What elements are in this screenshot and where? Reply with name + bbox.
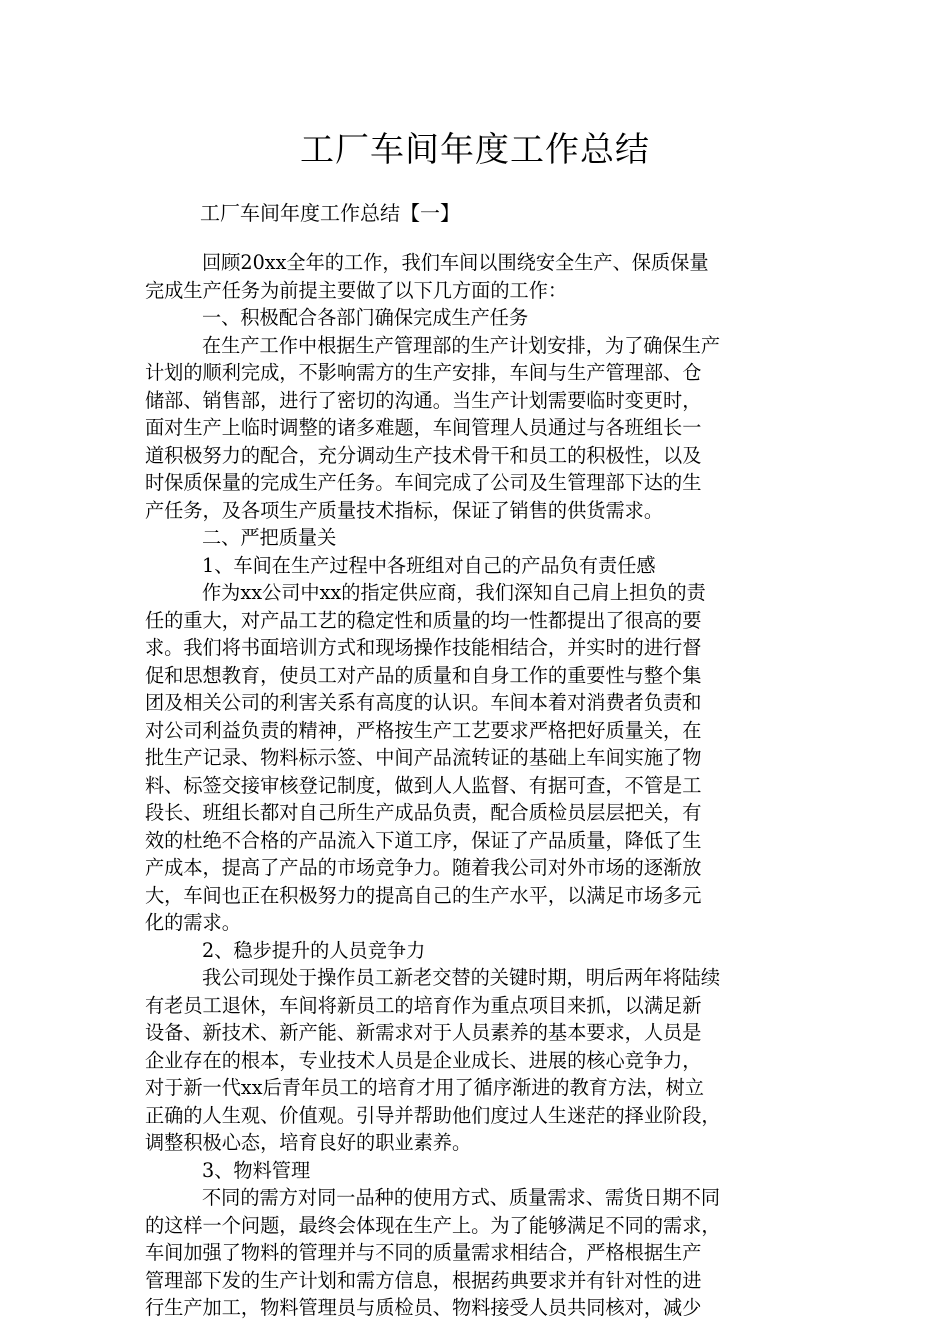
- document-body: [145, 249, 805, 1322]
- text-line: 产任务，及各项生产质量技术指标，保证了销售的供货需求。: [145, 498, 664, 522]
- text-line: 设备、新技术、新产能、新需求对于人员素养的基本要求，人员是: [145, 1021, 702, 1044]
- text-line: 正确的人生观、价值观。引导并帮助他们度过人生迷茫的择业阶段，: [145, 1103, 721, 1127]
- text-line: 完成生产任务为前提主要做了以下几方面的工作：: [145, 278, 568, 302]
- text-line: 企业存在的根本，专业技术人员是企业成长、进展的核心竞争力，: [145, 1048, 702, 1072]
- text-line: 对于新一代xx后青年员工的培育才用了循序渐进的教育方法，树立: [145, 1076, 704, 1099]
- text-line: 储部、销售部，进行了密切的沟通。当生产计划需要临时变更时，: [145, 388, 702, 412]
- text-line: 效的杜绝不合格的产品流入下道工序，保证了产品质量，降低了生: [145, 828, 702, 852]
- text-line: 产成本，提高了产品的市场竞争力。随着我公司对外市场的逐渐放: [145, 856, 702, 879]
- text-line: 化的需求。: [145, 911, 241, 934]
- text-line: 任的重大，对产品工艺的稳定性和质量的均一性都提出了很高的要: [145, 608, 702, 632]
- text-line: 调整积极心态，培育良好的职业素养。: [145, 1131, 472, 1154]
- text-line: 车间加强了物料的管理并与不同的质量需求相结合，严格根据生产: [145, 1241, 702, 1264]
- text-line: 道积极努力的配合，充分调动生产技术骨干和员工的积极性，以及: [145, 443, 702, 467]
- text-line: 在生产工作中根据生产管理部的生产计划安排，为了确保生产: [202, 333, 721, 357]
- text-line: 一、积极配合各部门确保完成生产任务: [202, 306, 529, 329]
- text-line: 团及相关公司的利害关系有高度的认识。车间本着对消费者负责和: [145, 691, 702, 714]
- text-line: 大，车间也正在积极努力的提高自己的生产水平，以满足市场多元: [145, 883, 702, 907]
- text-line: 3、物料管理: [202, 1158, 311, 1182]
- text-line: 段长、班组长都对自己所生产成品负责，配合质检员层层把关，有: [145, 801, 702, 824]
- text-line: 有老员工退休，车间将新员工的培育作为重点项目来抓，以满足新: [145, 993, 702, 1017]
- text-line: 时保质保量的完成生产任务。车间完成了公司及生管理部下达的生: [145, 471, 702, 494]
- text-line: 回顾20xx全年的工作，我们车间以围绕安全生产、保质保量: [202, 251, 709, 274]
- text-line: 行生产加工，物料管理员与质检员、物料接受人员共同核对，减少: [145, 1296, 702, 1319]
- text-line: 面对生产上临时调整的诸多难题，车间管理人员通过与各班组长一: [145, 416, 702, 439]
- text-line: 作为xx公司中xx的指定供应商，我们深知自己肩上担负的责: [202, 581, 706, 604]
- text-line: 不同的需方对同一品种的使用方式、质量需求、需货日期不同: [202, 1186, 721, 1209]
- text-line: 求。我们将书面培训方式和现场操作技能相结合，并实时的进行督: [145, 636, 702, 659]
- text-line: 的这样一个问题，最终会体现在生产上。为了能够满足不同的需求，: [145, 1213, 721, 1237]
- text-line: 我公司现处于操作员工新老交替的关键时期，明后两年将陆续: [202, 966, 721, 989]
- document-title: 工厂车间年度工作总结: [300, 130, 650, 170]
- text-line: 促和思想教育，使员工对产品的质量和自身工作的重要性与整个集: [145, 663, 702, 687]
- text-line: 对公司利益负责的精神，严格按生产工艺要求严格把好质量关，在: [145, 718, 702, 742]
- text-line: 二、严把质量关: [202, 526, 337, 549]
- text-line: 计划的顺利完成，不影响需方的生产安排，车间与生产管理部、仓: [145, 361, 702, 384]
- text-line: 批生产记录、物料标示签、中间产品流转证的基础上车间实施了物: [145, 746, 702, 769]
- text-line: 管理部下发的生产计划和需方信息，根据药典要求并有针对性的进: [145, 1268, 702, 1292]
- text-line: 1、车间在生产过程中各班组对自己的产品负有责任感: [202, 553, 656, 577]
- text-line: 2、稳步提升的人员竞争力: [202, 938, 426, 962]
- section-heading: 工厂车间年度工作总结【一】: [200, 201, 460, 225]
- text-line: 料、标签交接审核登记制度，做到人人监督、有据可查，不管是工: [145, 773, 702, 797]
